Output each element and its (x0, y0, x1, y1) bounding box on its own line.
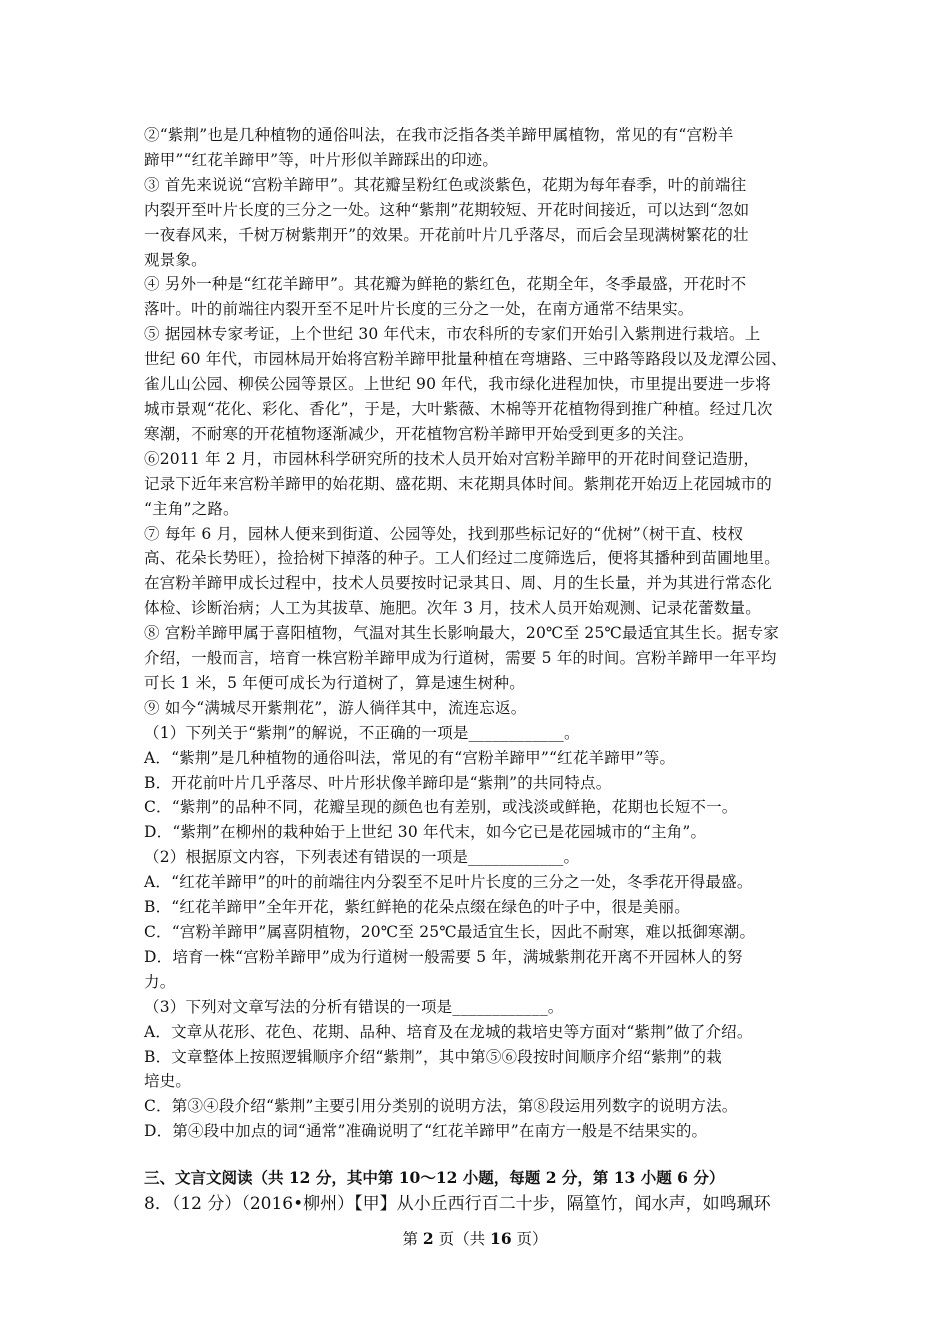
text-line: ⑨ 如今“满城尽开紫荆花”，游人徜徉其中，流连忘返。 (144, 698, 527, 717)
option-line: D．培育一株“宫粉羊蹄甲”成为行道树一般需要 5 年，满城紫荆花开离不开园林人的努 (144, 947, 743, 966)
text-line: 蹄甲”“红花羊蹄甲”等，叶片形似羊蹄踩出的印迹。 (144, 150, 499, 169)
text-line: ③ 首先来说说“宫粉羊蹄甲”。其花瓣呈粉红色或淡紫色，花期为每年春季，叶的前端往 (144, 175, 747, 194)
option-line: A．“紫荆”是几种植物的通俗叫法，常见的有“宫粉羊蹄甲”“红花羊蹄甲”等。 (144, 748, 676, 767)
text-line: 寒潮，不耐寒的开花植物逐渐减少，开花植物宫粉羊蹄甲开始受到更多的关注。 (144, 424, 694, 443)
option-line: A．“红花羊蹄甲”的叶的前端往内分裂至不足叶片长度的三分之一处，冬季花开得最盛。 (144, 873, 753, 892)
section-heading: 三、文言文阅读（共 12 分，其中第 10～12 小题，每题 2 分，第 13 小题 6 分） (144, 1168, 725, 1188)
question-stem: （3）下列对文章写法的分析有错误的一项是____________。 (144, 997, 564, 1016)
footer-total-pages: 16 (490, 1229, 512, 1248)
option-line: A．文章从花形、花色、花期、品种、培育及在龙城的栽培史等方面对“紫荆”做了介绍。 (144, 1022, 753, 1041)
option-line: 培史。 (144, 1072, 192, 1091)
footer-prefix: 第 (402, 1230, 423, 1248)
text-line: 观景象。 (144, 250, 207, 269)
option-line: B．文章整体上按照逻辑顺序介绍“紫荆”，其中第⑤⑥段按时间顺序介绍“紫荆”的栽 (144, 1047, 722, 1066)
option-line: C．“宫粉羊蹄甲”属喜阴植物，20℃至 25℃最适宜生长，因此不耐寒，难以抵御寒潮。 (144, 923, 756, 941)
page-footer (0, 1228, 950, 1250)
option-line: D．“紫荆”在柳州的栽种始于上世纪 30 年代末，如今它已是花园城市的“主角”。 (144, 823, 707, 842)
footer-page-number: 2 (422, 1229, 434, 1248)
footer-suffix: 页） (511, 1230, 548, 1248)
text-line: 内裂开至叶片长度的三分之一处。这种“紫荆”花期较短、开花时间接近，可以达到“忽如 (144, 200, 750, 219)
text-line: 介绍，一般而言，培育一株宫粉羊蹄甲成为行道树，需要 5 年的时间。宫粉羊蹄甲一年平均 (144, 649, 777, 668)
option-line: B．“红花羊蹄甲”全年开花，紫红鲜艳的花朵点缀在绿色的叶子中，很是美丽。 (144, 898, 690, 917)
text-line: ⑤ 据园林专家考证，上个世纪 30 年代末，市农科所的专家们开始引入紫荆进行栽培。上 (144, 325, 761, 344)
section-spacer (144, 1144, 812, 1166)
option-line: C．第③④段介绍“紫荆”主要引用分类别的说明方法，第⑧段运用列数字的说明方法。 (144, 1097, 738, 1116)
option-line: D．第④段中加点的词“通常”准确说明了“红花羊蹄甲”在南方一般是不结果实的。 (144, 1122, 708, 1141)
text-line: ④ 另外一种是“红花羊蹄甲”。其花瓣为鲜艳的紫红色，花期全年，冬季最盛，开花时不 (144, 275, 747, 294)
option-line: C．“紫荆”的品种不同，花瓣呈现的颜色也有差别，或浅淡或鲜艳，花期也长短不一。 (144, 798, 738, 817)
option-line: 力。 (144, 972, 176, 991)
text-line: ②“紫荆”也是几种植物的通俗叫法，在我市泛指各类羊蹄甲属植物，常见的有“宫粉羊 (144, 126, 734, 144)
text-line: 城市景观“花化、彩化、香化”，于是，大叶紫薇、木棉等开花植物得到推广种植。经过几次 (144, 399, 773, 418)
text-line: “主角”之路。 (144, 499, 239, 518)
text-line: 世纪 60 年代，市园林局开始将宫粉羊蹄甲批量种植在弯塘路、三中路等路段以及龙潭公园、 (144, 350, 787, 369)
text-line: ⑥2011 年 2 月，市园林科学研究所的技术人员开始对宫粉羊蹄甲的开花时间登记造册， (144, 449, 760, 468)
question-8: 8．（12 分）（2016•柳州）【甲】从小丘西行百二十步，隔篁竹，闻水声，如鸣珮环 (144, 1194, 771, 1215)
text-line: 落叶。叶的前端往内裂开至不足叶片长度的三分之一处，在南方通常不结果实。 (144, 300, 694, 319)
text-line: 高、花朵长势旺），捡拾树下掉落的种子。工人们经过二度筛选后，便将其播种到苗圃地里。 (144, 549, 780, 568)
footer-middle: 页（共 (433, 1230, 491, 1248)
question-stem: （1）下列关于“紫荆”的解说，不正确的一项是____________。 (144, 723, 580, 742)
question-stem: （2）根据原文内容，下列表述有错误的一项是____________。 (144, 848, 580, 867)
text-line: 一夜春风来，千树万树紫荆开”的效果。开花前叶片几乎落尽，而后会呈现满树繁花的壮 (144, 225, 749, 244)
document-body (144, 123, 812, 1217)
text-line: ⑦ 每年 6 月，园林人便来到街道、公园等处，找到那些标记好的“优树”（树干直、枝杈 (144, 524, 744, 543)
option-line: B．开花前叶片几乎落尽、叶片形状像羊蹄印是“紫荆”的共同特点。 (144, 773, 612, 792)
text-line: 雀儿山公园、柳侯公园等景区。上世纪 90 年代，我市绿化进程加快，市里提出要进一步将 (144, 375, 771, 394)
text-line: 体检、诊断治病；人工为其拔草、施肥。次年 3 月，技术人员开始观测、记录花蕾数量。 (144, 599, 761, 618)
text-line: ⑧ 宫粉羊蹄甲属于喜阳植物，气温对其生长影响最大，20℃至 25℃最适宜其生长。据专家 (144, 624, 780, 643)
text-line: 可长 1 米，5 年便可成长为行道树了，算是速生树种。 (144, 673, 525, 692)
text-line: 在宫粉羊蹄甲成长过程中，技术人员要按时记录其日、周、月的生长量，并为其进行常态化 (144, 574, 773, 593)
text-line: 记录下近年来宫粉羊蹄甲的始花期、盛花期、末花期具体时间。紫荆花开始迈上花园城市的 (144, 474, 773, 493)
